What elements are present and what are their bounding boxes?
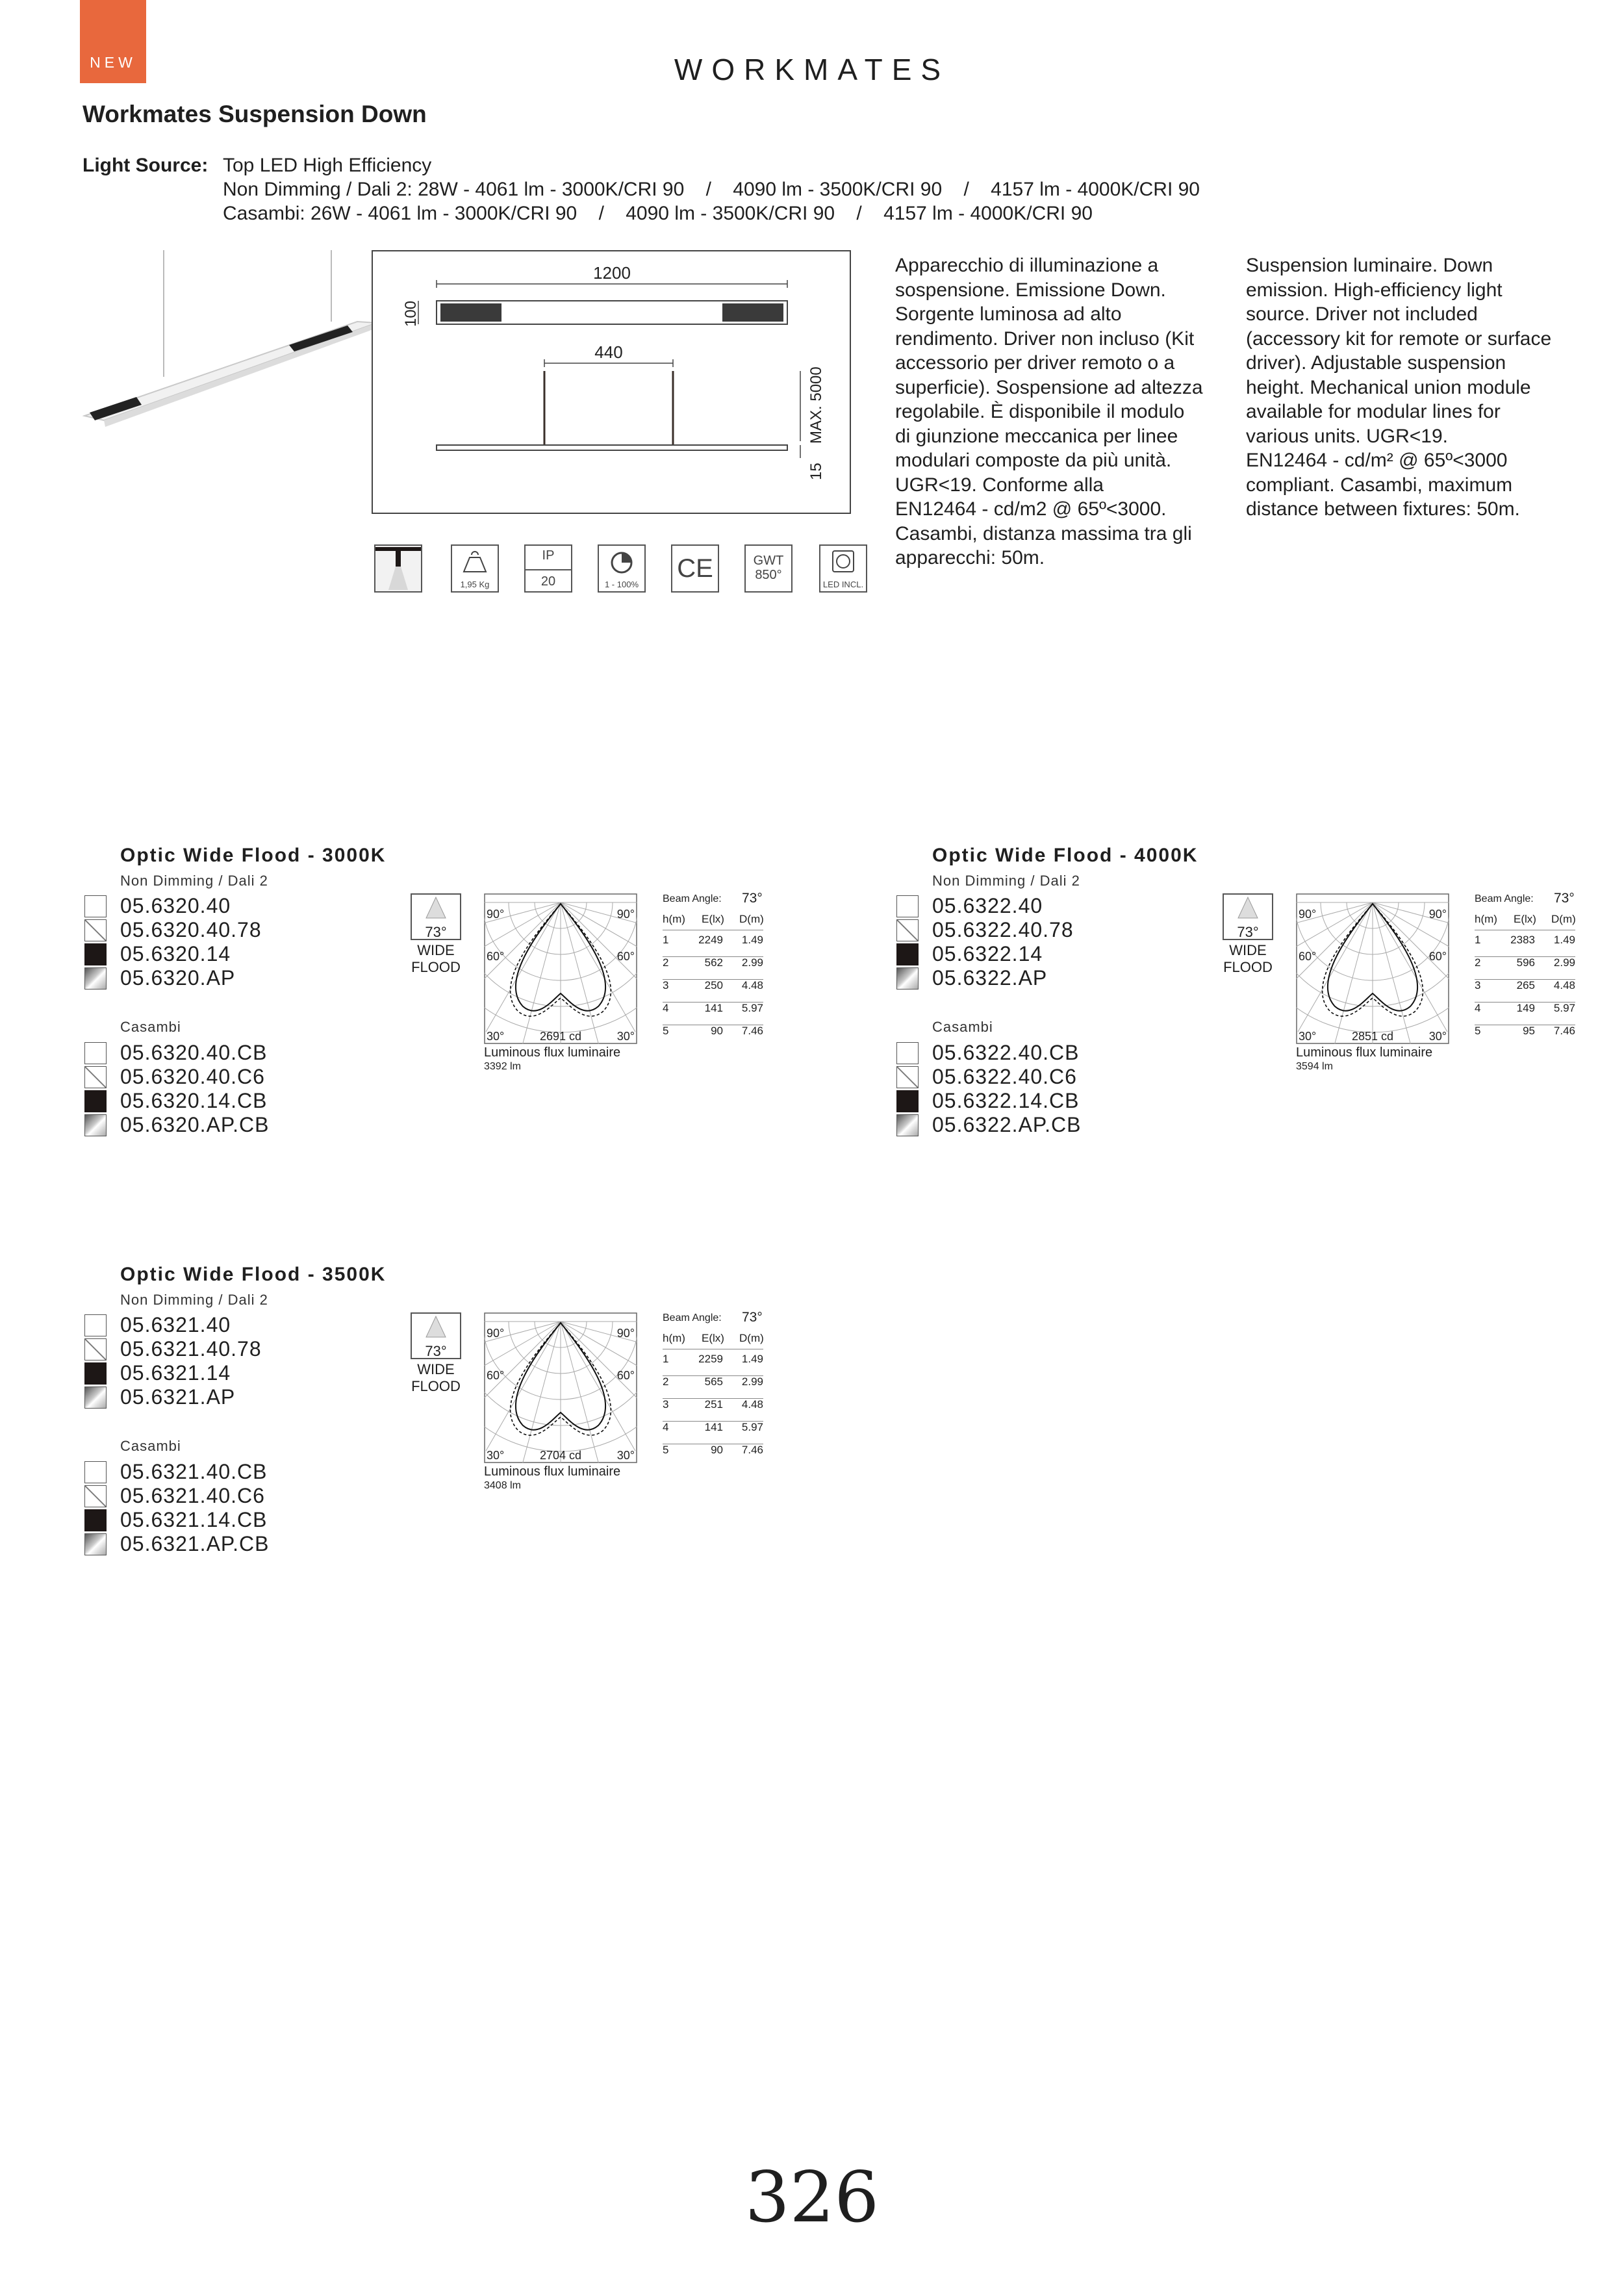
table-cell: 1.49 — [1553, 934, 1575, 946]
beam-angle-value: 73° — [1554, 891, 1575, 906]
light-source-line-2: Non Dimming / Dali 2: 28W - 4061 lm - 3000K/CRI 90 / 4090 lm - 3500K/CRI 90 / 4157 lm - 4000K/CRI 90 — [223, 179, 1200, 200]
table-cell: 2.99 — [741, 1375, 763, 1388]
beam-angle-value: 73° — [425, 924, 447, 940]
table-cell: 90 — [711, 1025, 723, 1037]
table-row — [663, 1421, 763, 1444]
ip-value: 20 — [540, 574, 556, 589]
beam-angle-label: Beam Angle: — [663, 1312, 722, 1323]
technical-drawing — [372, 250, 852, 515]
finish-swatch — [84, 1114, 107, 1136]
polar-peak-intensity: 2691 cd — [539, 1030, 582, 1043]
table-cell: 1.49 — [741, 934, 763, 946]
description-line: driver). Adjustable suspension — [1246, 352, 1506, 374]
table-row — [663, 1398, 763, 1422]
table-cell: 2 — [663, 956, 669, 969]
finish-swatch — [84, 967, 107, 990]
description-line: Apparecchio di illuminazione a — [895, 255, 1159, 276]
table-cell: 5.97 — [741, 1002, 763, 1014]
beam-type-line-1: WIDE — [417, 1361, 455, 1377]
finish-swatch — [84, 1533, 107, 1555]
illuminance-table — [663, 893, 773, 1062]
beam-angle-label: Beam Angle: — [1475, 893, 1534, 904]
beam-angle-value: 73° — [742, 1310, 763, 1325]
table-cell: 4 — [1475, 1002, 1481, 1014]
product-code: 05.6321.AP — [120, 1385, 236, 1409]
beam-type-line-1: WIDE — [417, 942, 455, 958]
led-included-icon — [819, 544, 867, 593]
table-cell: 4 — [663, 1002, 669, 1014]
polar-caption: Luminous flux luminaire — [1296, 1045, 1433, 1060]
description-line: Casambi, distanza massima tra gli — [895, 522, 1192, 544]
polar-diagram — [1296, 893, 1449, 1044]
header-cell: h(m) — [663, 1332, 685, 1344]
product-code: 05.6320.AP.CB — [120, 1113, 270, 1136]
table-cell: 5 — [663, 1444, 669, 1456]
table-header — [663, 1332, 763, 1349]
table-header — [663, 913, 763, 930]
beam-type-line-2: FLOOD — [411, 959, 461, 975]
polar-angle-30-right: 30° — [616, 1030, 635, 1043]
table-cell: 149 — [1516, 1002, 1535, 1014]
ip-divider — [526, 569, 571, 570]
description-line: Suspension luminaire. Down — [1246, 255, 1493, 276]
table-cell: 1 — [1475, 934, 1481, 946]
ip-rating-icon — [524, 544, 572, 593]
table-row — [1475, 1025, 1575, 1047]
table-row — [1475, 934, 1575, 957]
table-cell: 2259 — [698, 1353, 723, 1365]
product-code: 05.6322.40.C6 — [932, 1065, 1077, 1088]
table-row — [663, 1444, 763, 1466]
section-title: Optic Wide Flood - 3500K — [120, 1264, 387, 1285]
table-row — [663, 1025, 763, 1047]
table-cell: 2 — [663, 1375, 669, 1388]
product-code: 05.6322.AP — [932, 966, 1048, 990]
new-badge: NEW — [80, 0, 146, 83]
table-cell: 5 — [663, 1025, 669, 1037]
description-line: available for modular lines for — [1246, 401, 1501, 422]
table-cell: 1 — [663, 934, 669, 946]
description-italian — [895, 253, 1233, 570]
description-line: various units. UGR<19. — [1246, 425, 1448, 447]
table-cell: 7.46 — [741, 1444, 763, 1456]
header-cell: h(m) — [1475, 913, 1497, 925]
product-code: 05.6321.40.78 — [120, 1337, 262, 1361]
finish-swatch — [84, 1485, 107, 1507]
product-code: 05.6322.AP.CB — [932, 1113, 1082, 1136]
table-cell: 4.48 — [741, 979, 763, 991]
table-cell: 251 — [704, 1398, 723, 1411]
table-cell: 3 — [663, 979, 669, 991]
section-title: Optic Wide Flood - 4000K — [932, 845, 1199, 866]
header-cell: D(m) — [1551, 913, 1576, 925]
description-line: regolabile. È disponibile il modulo — [895, 401, 1185, 422]
table-row — [663, 956, 763, 980]
finish-swatch — [84, 1362, 107, 1385]
header-cell: D(m) — [739, 1332, 764, 1344]
illuminance-table — [663, 1312, 773, 1481]
description-line: compliant. Casambi, maximum — [1246, 474, 1513, 496]
gwt-label: GWT — [753, 554, 784, 568]
product-code: 05.6321.14 — [120, 1361, 231, 1385]
product-code: 05.6321.40.C6 — [120, 1484, 265, 1507]
table-cell: 1.49 — [741, 1353, 763, 1365]
polar-angle-30-left: 30° — [1299, 1030, 1317, 1043]
light-source-line-3: Casambi: 26W - 4061 lm - 3000K/CRI 90 / 4090 lm - 3500K/CRI 90 / 4157 lm - 4000K/CRI 90 — [223, 203, 1093, 224]
polar-angle-90-left: 90° — [487, 908, 505, 921]
table-cell: 7.46 — [1553, 1025, 1575, 1037]
table-row — [663, 1002, 763, 1025]
product-code: 05.6320.40.78 — [120, 918, 262, 941]
table-cell: 3 — [663, 1398, 669, 1411]
finish-swatch — [896, 1114, 919, 1136]
finish-swatch — [896, 1090, 919, 1112]
description-line: Sorgente luminosa ad alto — [895, 303, 1122, 325]
description-line: rendimento. Driver non incluso (Kit — [895, 327, 1195, 350]
table-row — [663, 1353, 763, 1376]
page-number: 326 — [744, 2157, 880, 2238]
table-cell: 2.99 — [1553, 956, 1575, 969]
description-line: accessorio per driver remoto o a — [895, 352, 1175, 374]
dim-max-drop: MAX. 5000 — [807, 366, 825, 444]
table-cell: 265 — [1516, 979, 1535, 991]
polar-angle-90-right: 90° — [616, 908, 635, 921]
description-line: superficie). Sospensione ad altezza — [895, 376, 1203, 398]
table-row — [663, 934, 763, 957]
non-dimming-label: Non Dimming / Dali 2 — [120, 873, 268, 889]
finish-swatch — [84, 1314, 107, 1336]
ce-mark-icon: CE — [671, 544, 719, 593]
table-cell: 4.48 — [741, 1398, 763, 1411]
table-cell: 5 — [1475, 1025, 1481, 1037]
polar-caption: Luminous flux luminaire — [484, 1464, 621, 1479]
product-code: 05.6322.14 — [932, 942, 1043, 965]
section-title: Optic Wide Flood - 3000K — [120, 845, 387, 866]
table-cell: 2383 — [1510, 934, 1535, 946]
polar-flux-value: 3594 lm — [1296, 1061, 1333, 1072]
dimming-label: 1 - 100% — [604, 580, 639, 589]
table-row — [1475, 956, 1575, 980]
beam-angle-value: 73° — [742, 891, 763, 906]
description-line: source. Driver not included — [1246, 303, 1478, 325]
description-line: EN12464 - cd/m² @ 65º<3000 — [1246, 450, 1508, 471]
suspension-down-icon — [374, 544, 422, 593]
beam-type-line-1: WIDE — [1229, 942, 1267, 958]
finish-swatch — [896, 943, 919, 965]
dim-height: 100 — [402, 300, 420, 327]
description-line: modulari composte da più unità. — [895, 450, 1172, 471]
table-cell: 2.99 — [741, 956, 763, 969]
table-cell: 2 — [1475, 956, 1481, 969]
finish-swatch — [84, 1386, 107, 1409]
description-line: distance between fixtures: 50m. — [1246, 498, 1520, 520]
beam-type-line-2: FLOOD — [1223, 959, 1273, 975]
finish-swatch — [896, 1066, 919, 1088]
casambi-label: Casambi — [120, 1019, 181, 1035]
table-cell: 5.97 — [1553, 1002, 1575, 1014]
polar-angle-30-right: 30° — [616, 1449, 635, 1462]
product-title: Workmates Suspension Down — [82, 101, 427, 127]
beam-angle-label: Beam Angle: — [663, 893, 722, 904]
polar-angle-30-right: 30° — [1428, 1030, 1447, 1043]
header-cell: h(m) — [663, 913, 685, 925]
table-row — [663, 1375, 763, 1399]
header-cell: E(lx) — [1514, 913, 1536, 925]
table-cell: 141 — [704, 1002, 723, 1014]
product-image — [71, 250, 383, 439]
product-code: 05.6322.40.CB — [932, 1041, 1080, 1064]
product-code: 05.6320.14 — [120, 942, 231, 965]
casambi-label: Casambi — [932, 1019, 993, 1035]
product-code: 05.6321.40 — [120, 1313, 231, 1336]
description-line: (accessory kit for remote or surface — [1246, 327, 1552, 350]
finish-swatch — [84, 1066, 107, 1088]
polar-angle-30-left: 30° — [487, 1030, 505, 1043]
dim-thickness: 15 — [807, 463, 825, 480]
table-row — [1475, 1002, 1575, 1025]
gwt-icon — [744, 544, 793, 593]
dim-spacing: 440 — [594, 342, 623, 362]
table-row — [663, 979, 763, 1003]
finish-swatch — [84, 919, 107, 941]
polar-angle-90-left: 90° — [1299, 908, 1317, 921]
table-cell: 90 — [711, 1444, 723, 1456]
ip-label: IP — [542, 548, 555, 563]
product-code: 05.6322.40.78 — [932, 918, 1074, 941]
table-cell: 141 — [704, 1421, 723, 1433]
beam-angle-value: 73° — [1237, 924, 1259, 940]
finish-swatch — [84, 943, 107, 965]
weight-icon — [451, 544, 499, 593]
header-cell: E(lx) — [702, 913, 724, 925]
polar-angle-60-left: 60° — [487, 1369, 505, 1382]
finish-swatch — [84, 1509, 107, 1531]
table-cell: 565 — [704, 1375, 723, 1388]
polar-angle-60-right: 60° — [616, 1369, 635, 1382]
table-cell: 596 — [1516, 956, 1535, 969]
beam-type-line-2: FLOOD — [411, 1378, 461, 1394]
product-code: 05.6322.40 — [932, 894, 1043, 917]
polar-angle-60-left: 60° — [487, 950, 505, 963]
finish-swatch — [896, 919, 919, 941]
description-line: EN12464 - cd/m2 @ 65º<3000. — [895, 498, 1167, 520]
gwt-value: 850° — [755, 568, 782, 582]
polar-angle-90-right: 90° — [616, 1327, 635, 1340]
table-header — [1475, 913, 1575, 930]
polar-diagram — [484, 1312, 637, 1463]
non-dimming-label: Non Dimming / Dali 2 — [120, 1292, 268, 1308]
finish-swatch — [896, 967, 919, 990]
polar-flux-value: 3392 lm — [484, 1061, 521, 1072]
table-cell: 3 — [1475, 979, 1481, 991]
finish-swatch — [896, 1042, 919, 1064]
light-source-line-1: Top LED High Efficiency — [223, 155, 432, 176]
finish-swatch — [84, 1461, 107, 1483]
table-cell: 562 — [704, 956, 723, 969]
finish-swatch — [84, 1338, 107, 1361]
polar-angle-90-left: 90° — [487, 1327, 505, 1340]
finish-swatch — [84, 1090, 107, 1112]
description-line: emission. High-efficiency light — [1246, 279, 1503, 301]
beam-angle-value: 73° — [425, 1343, 447, 1359]
table-cell: 2249 — [698, 934, 723, 946]
dimming-icon — [598, 544, 646, 593]
non-dimming-label: Non Dimming / Dali 2 — [932, 873, 1080, 889]
dim-width: 1200 — [593, 263, 631, 283]
table-cell: 7.46 — [741, 1025, 763, 1037]
table-cell: 250 — [704, 979, 723, 991]
product-code: 05.6321.14.CB — [120, 1508, 268, 1531]
led-included-label: LED INCL. — [822, 580, 864, 589]
product-code: 05.6320.40.CB — [120, 1041, 268, 1064]
header-cell: E(lx) — [702, 1332, 724, 1344]
finish-swatch — [84, 1042, 107, 1064]
polar-caption: Luminous flux luminaire — [484, 1045, 621, 1060]
table-cell: 4.48 — [1553, 979, 1575, 991]
table-cell: 1 — [663, 1353, 669, 1365]
table-cell: 95 — [1523, 1025, 1535, 1037]
product-code: 05.6320.40.C6 — [120, 1065, 265, 1088]
description-line: height. Mechanical union module — [1246, 376, 1531, 398]
polar-peak-intensity: 2704 cd — [539, 1449, 582, 1462]
brand-title: WORKMATES — [674, 53, 950, 86]
polar-angle-30-left: 30° — [487, 1449, 505, 1462]
polar-diagram — [484, 893, 637, 1044]
polar-peak-intensity: 2851 cd — [1351, 1030, 1394, 1043]
polar-angle-60-right: 60° — [616, 950, 635, 963]
product-code: 05.6322.14.CB — [932, 1089, 1080, 1112]
light-source-label: Light Source: — [82, 155, 209, 176]
product-code: 05.6321.AP.CB — [120, 1532, 270, 1555]
product-code: 05.6321.40.CB — [120, 1460, 268, 1483]
weight-label: 1,95 Kg — [460, 580, 490, 589]
description-line: apparecchi: 50m. — [895, 547, 1045, 568]
product-code: 05.6320.AP — [120, 966, 236, 990]
finish-swatch — [84, 895, 107, 917]
description-english — [1246, 253, 1584, 522]
description-line: di giunzione meccanica per linee — [895, 425, 1178, 447]
table-row — [1475, 979, 1575, 1003]
polar-flux-value: 3408 lm — [484, 1480, 521, 1491]
polar-angle-60-left: 60° — [1299, 950, 1317, 963]
illuminance-table — [1475, 893, 1585, 1062]
polar-angle-90-right: 90° — [1428, 908, 1447, 921]
finish-swatch — [896, 895, 919, 917]
description-line: UGR<19. Conforme alla — [895, 474, 1104, 496]
casambi-label: Casambi — [120, 1438, 181, 1454]
description-line: sospensione. Emissione Down. — [895, 279, 1166, 301]
table-cell: 5.97 — [741, 1421, 763, 1433]
product-code: 05.6320.14.CB — [120, 1089, 268, 1112]
table-cell: 4 — [663, 1421, 669, 1433]
product-code: 05.6320.40 — [120, 894, 231, 917]
polar-angle-60-right: 60° — [1428, 950, 1447, 963]
header-cell: D(m) — [739, 913, 764, 925]
